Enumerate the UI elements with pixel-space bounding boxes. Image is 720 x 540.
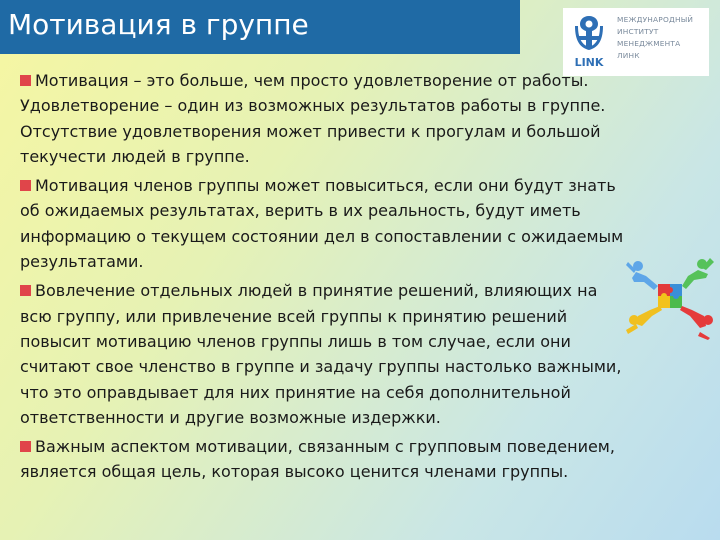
bullet-text: Вовлечение отдельных людей в принятие решений, влияющих на всю группу, или привлечение всей группы к принятию решений повысит мотивацию членов группы лишь в том случае, если они считают свое членство в группе и задачу группы настолько важными, что это оправдывает для них принятие на себя дополнительной ответственности и другие возможные издержки. (20, 281, 622, 427)
bullet-item (20, 278, 632, 430)
logo-line: МЕЖДУНАРОДНЫЙ (617, 15, 694, 24)
logo-line: ИНСТИТУТ (617, 27, 659, 36)
link-logo (563, 8, 709, 76)
logo-text (617, 14, 707, 62)
bullet-text: Мотивация – это больше, чем просто удовлетворение от работы. Удовлетворение – один из возможных результатов работы в группе. Отсутствие удовлетворения может привести к прогулам и большой текучести людей в группе. (20, 71, 606, 166)
link-logo-icon (571, 14, 607, 70)
bullet-text: Мотивация членов группы может повыситься, если они будут знать об ожидаемых результатах, верить в их реальность, будут иметь информацию о текущем состоянии дел в сопоставлении с ожидаемым результатами. (20, 176, 624, 272)
logo-line: ЛИНК (617, 51, 640, 60)
bullet-list (20, 68, 632, 489)
bullet-item (20, 173, 632, 274)
logo-line: МЕНЕДЖМЕНТА (617, 39, 681, 48)
bullet-square-icon (20, 285, 31, 296)
bullet-square-icon (20, 180, 31, 191)
puzzle-people-illustration (624, 254, 718, 340)
bullet-item (20, 434, 632, 485)
slide-title: Мотивация в группе (8, 8, 309, 41)
bullet-item (20, 68, 632, 169)
bullet-square-icon (20, 441, 31, 452)
bullet-text: Важным аспектом мотивации, связанным с групповым поведением, является общая цель, которая высоко ценится членами группы. (20, 437, 615, 482)
logo-mark-text: LINK (574, 56, 604, 69)
bullet-square-icon (20, 75, 31, 86)
title-bar (0, 0, 520, 54)
